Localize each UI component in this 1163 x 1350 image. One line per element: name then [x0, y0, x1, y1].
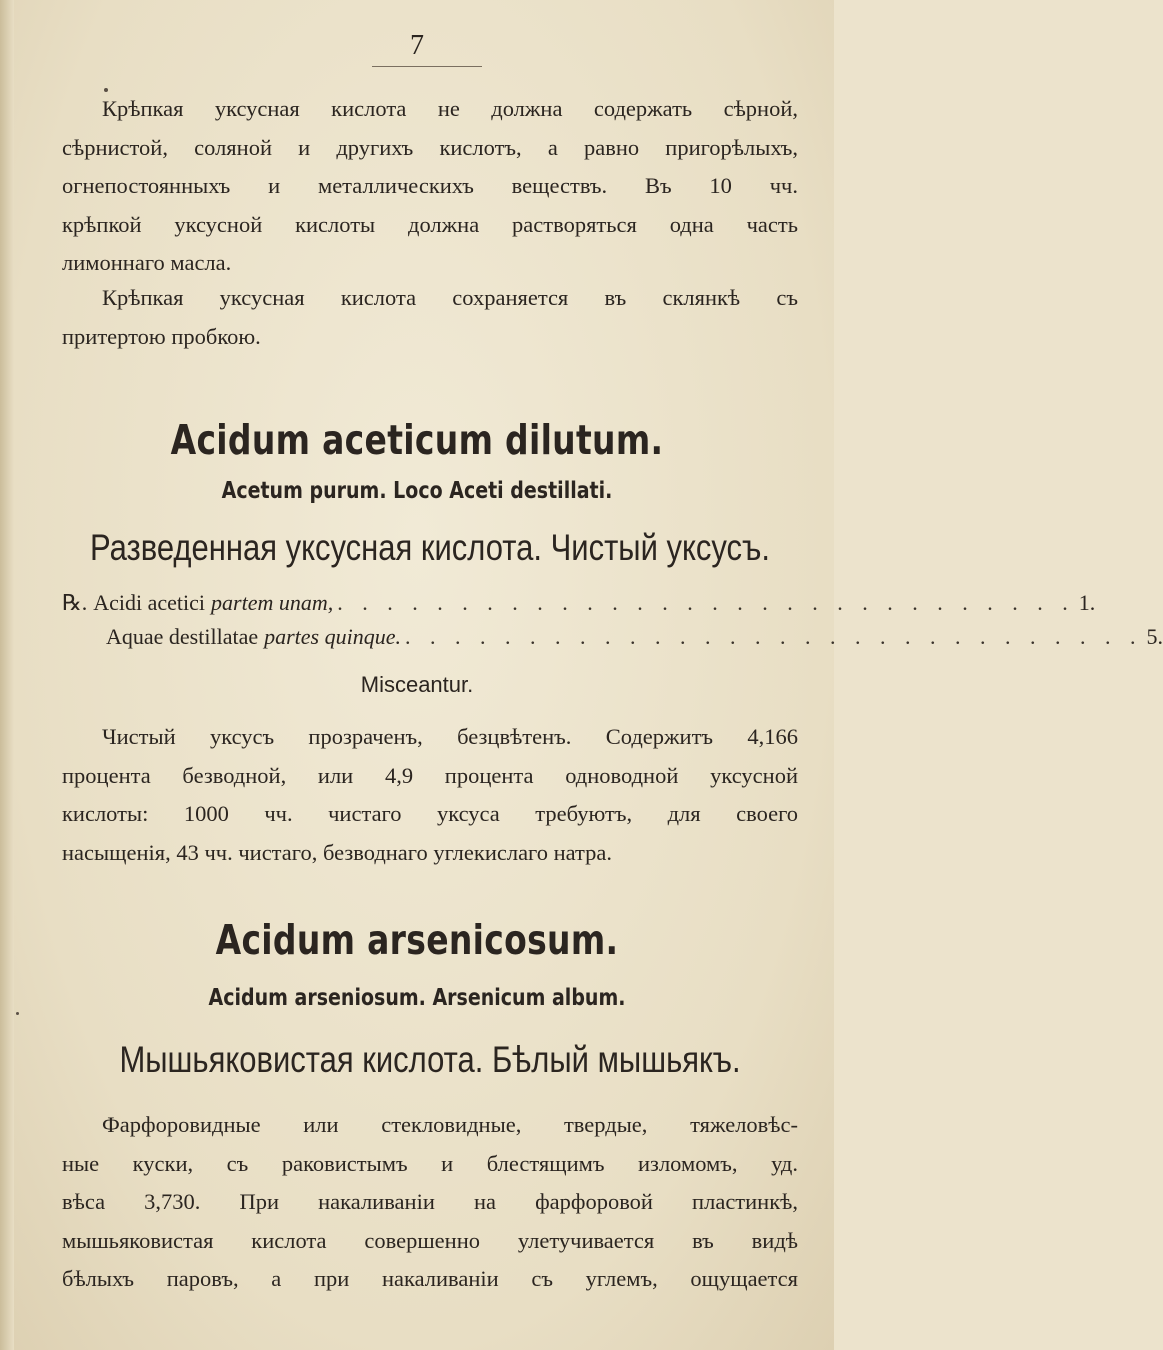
- text-line: крѣпкой уксусной кислоты должна растворяться одна часть: [62, 211, 798, 237]
- section-title-acidum-arsenicosum: Acidum arsenicosum.: [215, 915, 619, 964]
- intro-paragraph-1: [62, 90, 798, 283]
- text-line: мышьяковистая кислота совершенно улетучивается въ видѣ: [62, 1227, 798, 1253]
- text-line: бѣлыхъ паровъ, а при накаливанiи съ углемъ, ощущается: [62, 1266, 798, 1291]
- text-line: огнепостоянныхъ и металлическихъ веществъ. Въ 10 чч.: [62, 173, 798, 198]
- recipe-quantity: 5.: [1146, 624, 1163, 649]
- text-line: насыщенія, 43 чч. чистаго, безводнаго углекислаго натра.: [62, 839, 613, 865]
- recipe-instruction: Misceantur.: [360, 672, 474, 697]
- text-line: сѣрнистой, соляной и другихъ кислотъ, а равно пригорѣлыхъ,: [62, 134, 798, 160]
- text-line: процента безводной, или 4,9 процента одноводной уксусной: [62, 762, 798, 788]
- text-line: кислоты: 1000 чч. чистаго уксуса требуютъ, для своего: [62, 801, 798, 826]
- text-line: лимоннаго масла.: [62, 250, 232, 275]
- text-line: Крѣпкая уксусная кислота не должна содержать сѣрной,: [102, 96, 798, 121]
- text-line: Чистый уксусъ прозраченъ, безцвѣтенъ. Содержитъ 4,166: [102, 724, 798, 749]
- recipe-row: [62, 590, 1096, 616]
- print-speck: [16, 1012, 19, 1015]
- recipe-quantity: 1.: [1078, 590, 1096, 615]
- recipe-symbol: ℞.: [62, 590, 88, 615]
- intro-paragraph-2: [62, 279, 798, 356]
- section-synonyms: Acidum arseniosum. Arsenicum album.: [208, 984, 626, 1012]
- text-line: Крѣпкая уксусная кислота сохраняется въ склянкѣ съ: [102, 285, 798, 310]
- recipe-amount: partes quinque.: [264, 624, 401, 649]
- leader-dots: . . . . . . . . . . . . . . . . . . . . . . . . . . . . . .: [405, 624, 1143, 649]
- leader-dots: . . . . . . . . . . . . . . . . . . . . . . . . . . . . . .: [337, 590, 1075, 615]
- section-synonyms: Acetum purum. Loco Aceti destillati.: [221, 477, 613, 505]
- text-line: вѣса 3,730. При накаливанiи на фарфоровой пластинкѣ,: [62, 1189, 798, 1214]
- section-title-acidum-aceticum-dilutum: Acidum aceticum dilutum.: [170, 415, 664, 464]
- section1-description: [62, 718, 798, 872]
- recipe-row: [106, 624, 1163, 650]
- text-line: ные куски, съ раковистымъ и блестящимъ изломомъ, уд.: [62, 1150, 798, 1176]
- section-russian-title: Мышьяковистая кислота. Бѣлый мышьякъ.: [119, 1038, 741, 1081]
- section2-description: [62, 1106, 798, 1299]
- text-line: притертою пробкою.: [62, 323, 261, 349]
- page-number: 7: [410, 30, 424, 61]
- recipe-ingredient: Acidi acetici: [93, 590, 206, 615]
- section-russian-title: Разведенная уксусная кислота. Чистый уксусъ.: [89, 526, 771, 569]
- recipe-amount: partem unam,: [211, 590, 334, 615]
- page-number-rule: [372, 66, 482, 67]
- text-line: Фарфоровидные или стекловидные, твердые, тяжеловѣс-: [102, 1112, 798, 1137]
- recipe-ingredient: Aquae destillatae: [106, 624, 259, 649]
